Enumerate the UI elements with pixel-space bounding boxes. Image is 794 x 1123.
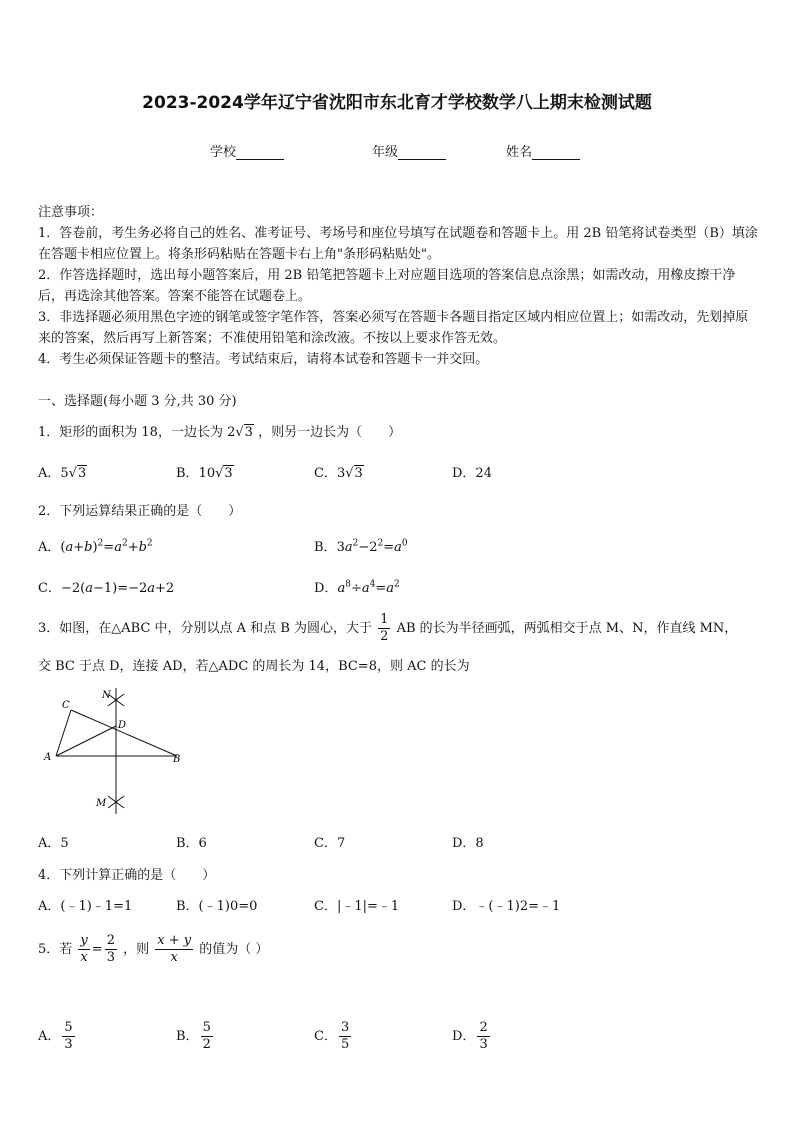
q3-option-c[interactable]: C．7 xyxy=(314,836,346,851)
label-d: D xyxy=(118,720,127,731)
q1-option-c[interactable]: C．3√3 xyxy=(314,466,363,481)
fraction-x-plus-y-over-x: $\frac{x + y}{x}$ xyxy=(157,933,192,965)
question-4: 4．下列计算正确的是（ ） xyxy=(38,868,216,883)
notice-item-1: 1．答卷前，考生务必将自己的姓名、准考证号、考场号和座位号填写在试题卷和答题卡上。用 2B 铅笔将试卷类型（B）填涂在答题卡相应位置上。将条形码粘贴在答题卡右上角"条形码粘贴处"。 xyxy=(38,226,758,262)
triangle-figure xyxy=(38,686,188,816)
q5-option-a[interactable]: A． $\frac{5}{3}$ xyxy=(38,1020,73,1052)
q2-option-d[interactable]: D．$a^8\div a^4=a^2$ xyxy=(314,579,400,596)
question-5: 5．若 $\frac{y}{x}$ = $\frac{2}{3}$ ，则 $\frac{x + y}{x}$ 的值为（ ） xyxy=(38,933,269,965)
label-m: M xyxy=(96,798,107,809)
notice-item-3: 3．非选择题必须用黑色字迹的钢笔或签字笔作答，答案必须写在答题卡各题目指定区域内相应位置上；如需改动，先划掉原来的答案，然后再写上新答案；不准使用铅笔和涂改液。不按以上要求作答无效。 xyxy=(38,310,749,346)
q3-option-a[interactable]: A．5 xyxy=(38,836,69,851)
notice-block xyxy=(38,202,758,370)
label-b: B xyxy=(173,754,181,765)
q2-option-a[interactable]: A．$(a+b)^2=a^2+b^2$ xyxy=(38,538,153,555)
q1-option-a[interactable]: A．5√3 xyxy=(38,466,87,481)
question-1: 1．矩形的面积为 18，一边长为 2√3 ，则另一边长为（ ） xyxy=(38,425,402,440)
label-a: A xyxy=(44,752,52,763)
q4-option-b[interactable]: B．(﹣1)0=0 xyxy=(176,899,258,914)
question-3-line-1: 3．如图，在△ABC 中，分别以点 A 和点 B 为圆心，大于 $\frac{1}{2}$ AB 的长为半径画弧，两弧相交于点 M、N，作直线 MN， xyxy=(38,612,738,644)
name-label: 姓名 xyxy=(506,145,533,160)
section-heading: 一、选择题(每小题 3 分,共 30 分) xyxy=(38,394,237,409)
q4-option-a[interactable]: A．(﹣1)﹣1=1 xyxy=(38,899,133,914)
q1-option-d[interactable]: D．24 xyxy=(452,466,492,481)
q3-option-d[interactable]: D．8 xyxy=(452,836,484,851)
label-c: C xyxy=(62,700,70,711)
school-field[interactable] xyxy=(210,141,284,160)
question-2: 2．下列运算结果正确的是（ ） xyxy=(38,504,242,519)
math-expr: 2√3 xyxy=(227,425,253,440)
q5-option-b[interactable]: B． $\frac{5}{2}$ xyxy=(176,1020,211,1052)
q5-option-d[interactable]: D． $\frac{2}{3}$ xyxy=(452,1020,488,1052)
grade-label: 年级 xyxy=(372,145,399,160)
notice-item-2: 2．作答选择题时，选出每小题答案后，用 2B 铅笔把答题卡上对应题目选项的答案信息点涂黑；如需改动，用橡皮擦干净后，再选涂其他答案。答案不能答在试题卷上。 xyxy=(38,268,736,304)
fraction-two-thirds: $\frac{2}{3}$ xyxy=(106,933,115,965)
q5-option-c[interactable]: C． $\frac{3}{5}$ xyxy=(314,1020,350,1052)
q4-option-c[interactable]: C．|﹣1|=﹣1 xyxy=(314,899,400,914)
q1-option-b[interactable]: B．10√3 xyxy=(176,466,233,481)
q4-option-d[interactable]: D．﹣(﹣1)2=﹣1 xyxy=(452,899,561,914)
label-n: N xyxy=(102,690,111,701)
q2-option-c[interactable]: C．−2(a−1)=−2a+2 xyxy=(38,581,175,596)
grade-field[interactable] xyxy=(372,141,446,160)
q2-option-b[interactable]: B．$3a^2-2^2=a^0$ xyxy=(314,538,408,555)
notice-item-4: 4．考生必须保证答题卡的整洁。考试结束后，请将本试卷和答题卡一并交回。 xyxy=(38,352,489,367)
page-title: 2023-2024学年辽宁省沈阳市东北育才学校数学八上期末检测试题 xyxy=(142,93,652,113)
notice-heading: 注意事项： xyxy=(38,205,104,220)
school-label: 学校 xyxy=(210,145,237,160)
fraction-half: $\frac{1}{2}$ xyxy=(380,612,389,644)
question-3-line-2: 交 BC 于点 D，连接 AD，若△ADC 的周长为 14，BC=8，则 AC 的长为 xyxy=(38,659,470,674)
name-field[interactable] xyxy=(506,141,580,160)
fraction-y-over-x: $\frac{y}{x}$ xyxy=(80,933,88,965)
q3-option-b[interactable]: B．6 xyxy=(176,836,207,851)
